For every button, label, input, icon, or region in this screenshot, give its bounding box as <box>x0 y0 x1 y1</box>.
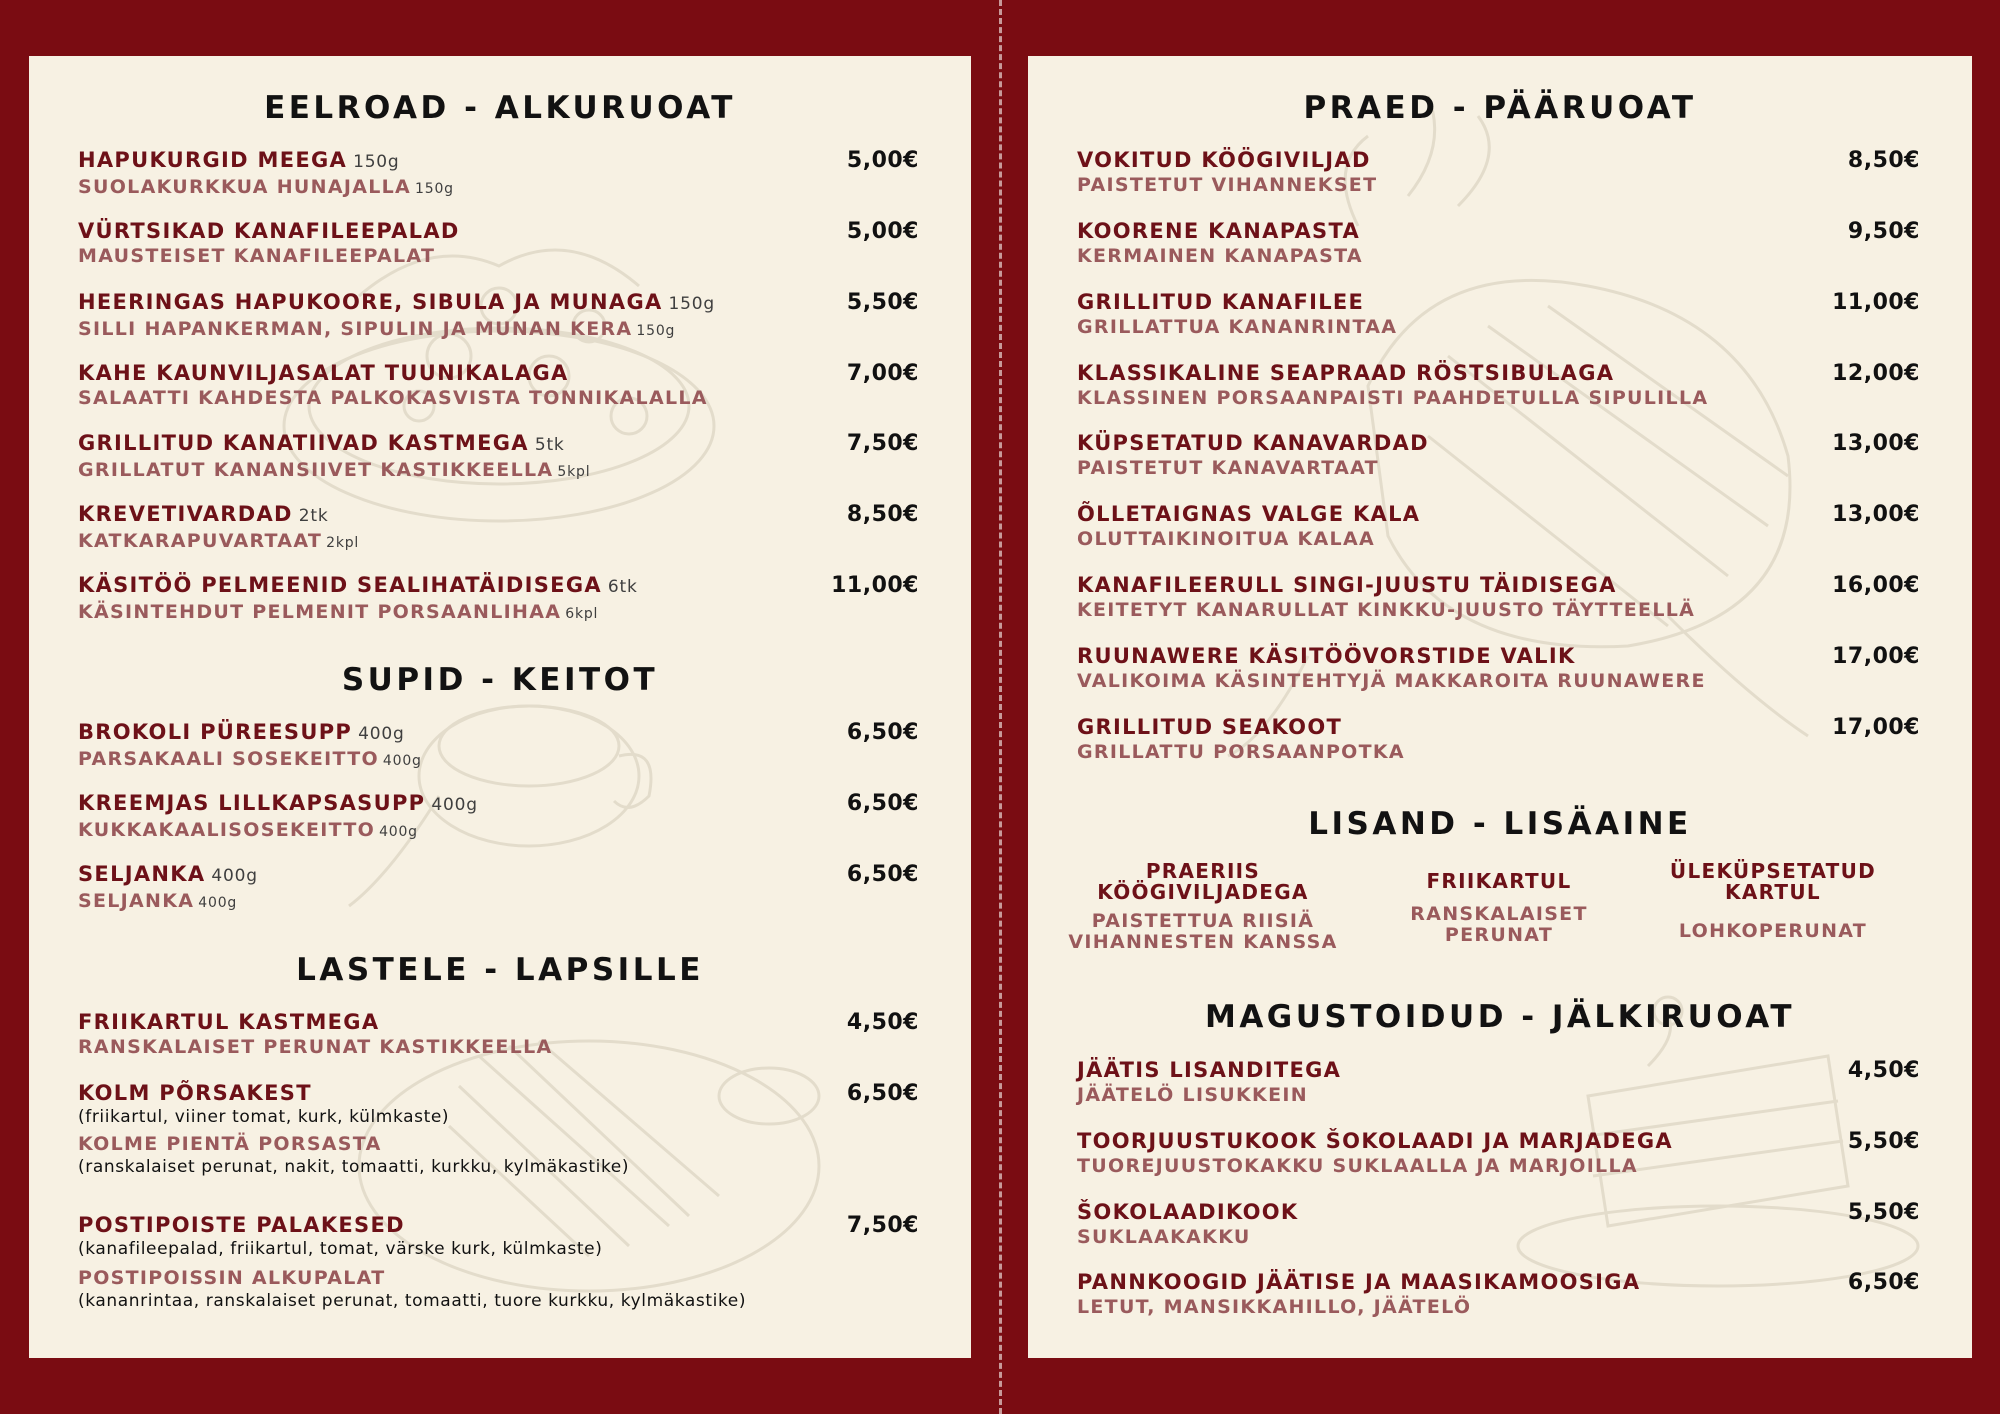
item-translation: KÄSINTEHDUT PELMENIT PORSAANLIHAA <box>78 601 562 623</box>
item-name: KLASSIKALINE SEAPRAAD RÖSTSIBULAGA <box>1077 361 1615 385</box>
item-name: POSTIPOISTE PALAKESED <box>78 1213 405 1237</box>
item-name: KREEMJAS LILLKAPSASUPP <box>78 791 426 815</box>
menu-item <box>1077 1129 1920 1178</box>
item-price: 6,50€ <box>846 1081 919 1106</box>
menu-item <box>1077 290 1920 339</box>
item-name: ŠOKOLAADIKOOK <box>1077 1200 1299 1224</box>
item-price: 5,50€ <box>846 290 919 315</box>
item-name: BROKOLI PÜREESUPP <box>78 720 353 744</box>
item-translation-portion: 5kpl <box>557 464 591 480</box>
side-name-line: ÜLEKÜPSETATUD <box>1669 859 1877 883</box>
item-translation: SELJANKA <box>78 890 195 912</box>
item-price: 5,00€ <box>846 219 919 244</box>
side-dish <box>1058 861 1348 953</box>
item-price: 9,50€ <box>1847 219 1920 244</box>
item-translation-portion: 6kpl <box>565 606 599 622</box>
salad-plate-sketch <box>284 331 714 521</box>
item-price: 7,50€ <box>846 1213 919 1238</box>
item-price: 11,00€ <box>831 573 919 598</box>
item-name: KREVETIVARDAD <box>78 502 293 526</box>
menu-item <box>1077 431 1920 480</box>
item-price: 11,00€ <box>1832 290 1920 315</box>
item-price: 8,50€ <box>1847 148 1920 173</box>
item-name: GRILLITUD SEAKOOT <box>1077 715 1343 739</box>
item-translation: KEITETYT KANARULLAT KINKKU-JUUSTO TÄYTTEELLÄ <box>1077 599 1696 621</box>
item-translation: PAISTETUT KANAVARTAAT <box>1077 457 1379 479</box>
section-title-mains: PRAED - PÄÄRUOAT <box>1303 90 1697 126</box>
item-price: 17,00€ <box>1832 644 1920 669</box>
menu-item <box>78 148 919 201</box>
item-translation: GRILLATTU PORSAANPOTKA <box>1077 741 1405 763</box>
item-translation: VALIKOIMA KÄSINTEHTYJÄ MAKKAROITA RUUNAWERE <box>1077 670 1706 692</box>
item-translation: SUOLAKURKKUA HUNAJALLA <box>78 176 412 198</box>
section-title-sides: LISAND - LISÄAINE <box>1308 806 1692 842</box>
item-price: 5,00€ <box>846 148 919 173</box>
item-translation: KUKKAKAALISOSEKEITTO <box>78 819 376 841</box>
item-price: 8,50€ <box>846 502 919 527</box>
item-translation: RANSKALAISET PERUNAT KASTIKKEELLA <box>78 1036 553 1058</box>
item-price: 13,00€ <box>1832 431 1920 456</box>
item-name: KÄSITÖÖ PELMEENID SEALIHATÄIDISEGA <box>78 573 602 597</box>
item-translation: JÄÄTELÖ LISUKKEIN <box>1077 1084 1308 1106</box>
item-price: 7,00€ <box>846 361 919 386</box>
item-portion: 6tk <box>607 577 638 597</box>
item-name: TOORJUUSTUKOOK ŠOKOLAADI JA MARJADEGA <box>1077 1129 1673 1153</box>
item-name: KAHE KAUNVILJASALAT TUUNIKALAGA <box>78 361 569 385</box>
side-dish <box>1354 871 1644 946</box>
menu-item <box>1077 1058 1920 1107</box>
left-menu-page <box>29 56 971 1358</box>
side-name-line: KÖÖGIVILJADEGA <box>1097 880 1309 904</box>
menu-item <box>1077 361 1920 410</box>
menu-item <box>78 720 919 773</box>
item-translation: GRILLATUT KANANSIIVET KASTIKKEELLA <box>78 459 554 481</box>
item-translation: KERMAINEN KANAPASTA <box>1077 245 1363 267</box>
item-price: 7,50€ <box>846 431 919 456</box>
menu-item <box>78 573 919 626</box>
item-price: 4,50€ <box>846 1010 919 1035</box>
section-title-kids: LASTELE - LAPSILLE <box>296 952 704 988</box>
item-name: KÜPSETATUD KANAVARDAD <box>1077 431 1429 455</box>
side-translation-line: RANSKALAISET <box>1410 903 1588 925</box>
section-title-starters: EELROAD - ALKURUOAT <box>264 90 736 126</box>
item-translation: OLUTTAIKINOITUA KALAA <box>1077 528 1375 550</box>
side-translation-line: PAISTETTUA RIISIÄ <box>1091 910 1315 932</box>
item-price: 6,50€ <box>846 862 919 887</box>
menu-item <box>78 290 919 343</box>
item-price: 5,50€ <box>1847 1129 1920 1154</box>
item-name: VÜRTSIKAD KANAFILEEPALAD <box>78 219 460 243</box>
item-description: (friikartul, viiner tomat, kurk, külmkaste) <box>78 1107 450 1127</box>
menu-item <box>1077 219 1920 268</box>
item-portion: 150g <box>353 152 400 172</box>
item-translation-portion: 2kpl <box>326 535 360 551</box>
item-name: ÕLLETAIGNAS VALGE KALA <box>1077 502 1421 526</box>
menu-item <box>1077 1270 1920 1319</box>
menu-item <box>1077 1200 1920 1249</box>
item-translation-portion: 400g <box>198 895 238 911</box>
item-price: 12,00€ <box>1832 361 1920 386</box>
side-dish <box>1628 861 1918 942</box>
item-price: 17,00€ <box>1832 715 1920 740</box>
menu-item <box>78 1213 919 1312</box>
item-translation: TUOREJUUSTOKAKKU SUKLAALLA JA MARJOILLA <box>1077 1155 1638 1177</box>
menu-item <box>78 791 919 844</box>
section-title-soups: SUPID - KEITOT <box>341 662 659 698</box>
item-translation: PARSAKAALI SOSEKEITTO <box>78 748 379 770</box>
item-translation-description: (kananrintaa, ranskalaiset perunat, tomaatti, tuore kurkku, kylmäkastike) <box>78 1291 747 1311</box>
item-price: 16,00€ <box>1832 573 1920 598</box>
item-name: KOORENE KANAPASTA <box>1077 219 1361 243</box>
right-menu-page <box>1028 56 1972 1358</box>
item-name: RUUNAWERE KÄSITÖÖVORSTIDE VALIK <box>1077 644 1576 668</box>
side-name-line: PRAERIIS <box>1145 859 1261 883</box>
item-price: 5,50€ <box>1847 1200 1920 1225</box>
item-name: GRILLITUD KANAFILEE <box>1077 290 1365 314</box>
menu-item <box>1077 573 1920 622</box>
item-translation: KLASSINEN PORSAANPAISTI PAAHDETULLA SIPULILLA <box>1077 387 1709 409</box>
item-translation: MAUSTEISET KANAFILEEPALAT <box>78 245 436 267</box>
item-price: 4,50€ <box>1847 1058 1920 1083</box>
item-portion: 5tk <box>534 435 565 455</box>
item-translation-portion: 150g <box>636 323 676 339</box>
menu-item <box>78 862 919 915</box>
menu-item <box>78 502 919 555</box>
item-name: HEERINGAS HAPUKOORE, SIBULA JA MUNAGA <box>78 290 663 314</box>
menu-item <box>78 431 919 484</box>
item-name: KANAFILEERULL SINGI-JUUSTU TÄIDISEGA <box>1077 573 1617 597</box>
item-name: JÄÄTIS LISANDITEGA <box>1077 1058 1342 1082</box>
item-price: 6,50€ <box>846 720 919 745</box>
item-name: PANNKOOGID JÄÄTISE JA MAASIKAMOOSIGA <box>1077 1270 1641 1294</box>
item-price: 13,00€ <box>1832 502 1920 527</box>
item-price: 6,50€ <box>846 791 919 816</box>
item-name: FRIIKARTUL KASTMEGA <box>78 1010 380 1034</box>
section-title-desserts: MAGUSTOIDUD - JÄLKIRUOAT <box>1204 999 1796 1035</box>
menu-item <box>1077 715 1920 764</box>
item-translation-portion: 150g <box>415 181 454 197</box>
item-translation: SILLI HAPANKERMAN, SIPULIN JA MUNAN KERA <box>78 318 633 340</box>
item-translation-portion: 400g <box>379 824 418 840</box>
side-translation-line: LOHKOPERUNAT <box>1678 920 1868 942</box>
item-translation: PAISTETUT VIHANNEKSET <box>1077 174 1378 196</box>
item-portion: 150g <box>668 294 715 314</box>
menu-item <box>1077 502 1920 551</box>
menu-item <box>1077 644 1920 693</box>
item-description: (kanafileepalad, friikartul, tomat, värske kurk, külmkaste) <box>78 1239 603 1259</box>
item-translation-portion: 400g <box>382 753 422 769</box>
menu-item <box>78 219 919 268</box>
item-translation: KATKARAPUVARTAAT <box>78 530 323 552</box>
menu-item <box>78 1081 919 1178</box>
center-fold-line <box>999 0 1002 1414</box>
item-portion: 400g <box>211 866 258 886</box>
item-translation: GRILLATTUA KANANRINTAA <box>1077 316 1398 338</box>
item-translation: SALAATTI KAHDESTA PALKOKASVISTA TONNIKALALLA <box>78 387 708 409</box>
item-translation: KOLME PIENTÄ PORSASTA <box>78 1133 382 1155</box>
side-name-line: FRIIKARTUL <box>1426 869 1572 893</box>
item-translation-description: (ranskalaiset perunat, nakit, tomaatti, kurkku, kylmäkastike) <box>78 1157 630 1177</box>
menu-item <box>78 1010 919 1059</box>
item-name: SELJANKA <box>78 862 206 886</box>
menu-item <box>78 361 919 410</box>
side-translation-line: PERUNAT <box>1444 924 1554 946</box>
item-portion: 400g <box>358 724 405 744</box>
menu-item <box>1077 148 1920 197</box>
item-translation: SUKLAAKAKKU <box>1077 1226 1251 1248</box>
item-portion: 2tk <box>298 506 329 526</box>
item-price: 6,50€ <box>1847 1270 1920 1295</box>
item-portion: 400g <box>431 795 478 815</box>
item-name: KOLM PÕRSAKEST <box>78 1081 312 1105</box>
item-translation: LETUT, MANSIKKAHILLO, JÄÄTELÖ <box>1077 1296 1472 1318</box>
side-name-line: KARTUL <box>1725 880 1821 904</box>
item-translation: POSTIPOISSIN ALKUPALAT <box>78 1267 386 1289</box>
item-name: GRILLITUD KANATIIVAD KASTMEGA <box>78 431 529 455</box>
item-name: VOKITUD KÖÖGIVILJAD <box>1077 148 1371 172</box>
side-translation-line: VIHANNESTEN KANSSA <box>1068 931 1338 953</box>
item-name: HAPUKURGID MEEGA <box>78 148 348 172</box>
